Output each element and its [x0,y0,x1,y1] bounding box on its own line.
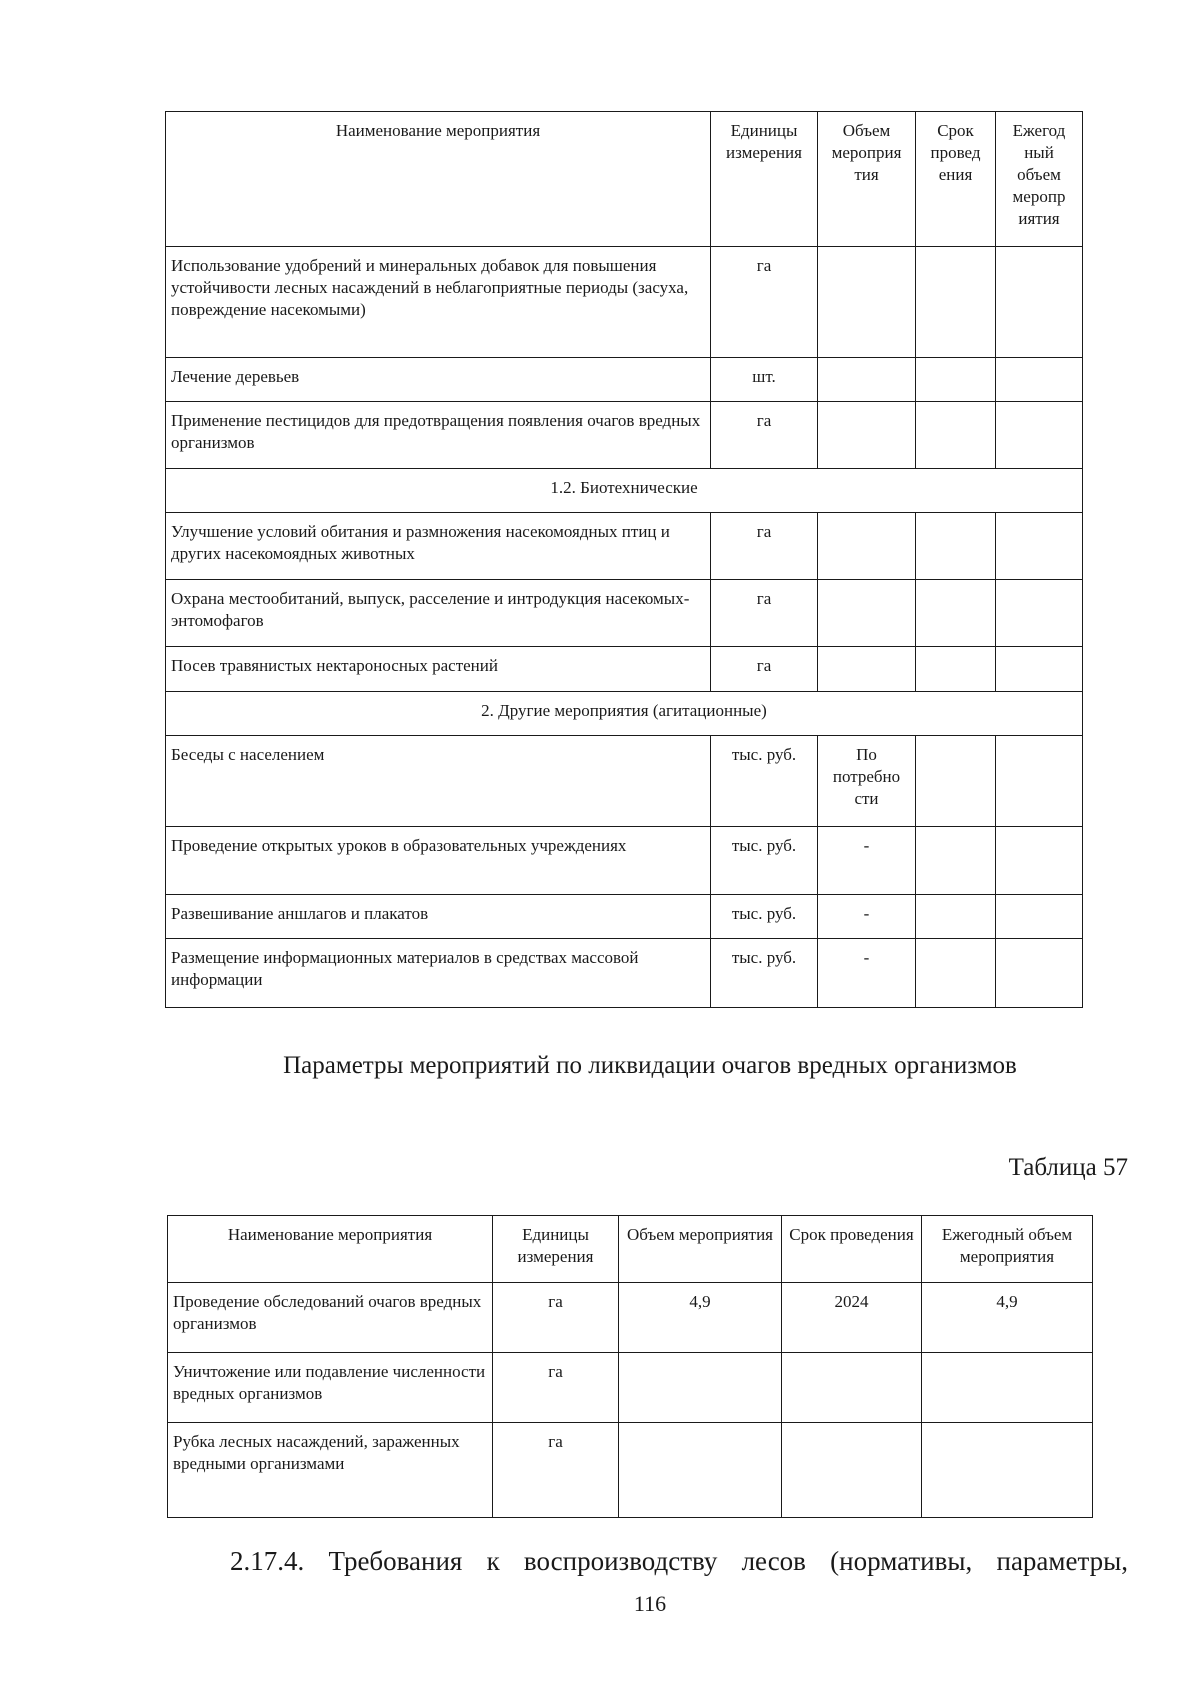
measure-term [916,647,996,692]
measure-unit: тыс. руб. [711,827,818,895]
measure-name: Проведение обследований очагов вредных организмов [168,1283,493,1353]
measure-unit: га [711,513,818,580]
measure-volume: - [818,895,916,939]
table-row [166,247,1083,358]
measure-name: Размещение информационных материалов в средствах массовой информации [166,939,711,1008]
measure-term [916,736,996,827]
measure-term: 2024 [782,1283,922,1353]
measure-annual [996,247,1083,358]
measure-term [916,939,996,1008]
measure-name: Беседы с населением [166,736,711,827]
measures-table-continued [165,111,1083,1008]
measure-term [782,1423,922,1518]
measure-unit: га [711,647,818,692]
measure-term [916,247,996,358]
measure-unit: га [711,402,818,469]
section-row [166,692,1083,736]
measure-unit: тыс. руб. [711,939,818,1008]
pest-elimination-table [167,1215,1093,1518]
table-header-row [168,1216,1093,1283]
header-volume: Объем мероприятия [619,1216,782,1283]
measure-unit: га [493,1423,619,1518]
measure-volume [818,647,916,692]
measure-volume [818,580,916,647]
measure-annual [996,647,1083,692]
measure-unit: га [493,1353,619,1423]
header-term: Срок провед ения [916,112,996,247]
table-row [166,736,1083,827]
measure-term [916,580,996,647]
table-row [168,1283,1093,1353]
measure-annual [996,895,1083,939]
header-unit: Единицы измерения [493,1216,619,1283]
table-row [168,1353,1093,1423]
table-row [166,647,1083,692]
measure-term [916,402,996,469]
table-row [168,1423,1093,1518]
measure-unit: га [711,247,818,358]
header-term: Срок проведения [782,1216,922,1283]
measure-annual [996,736,1083,827]
table-row [166,895,1083,939]
measure-unit: га [493,1283,619,1353]
measure-annual [996,513,1083,580]
table-row [166,827,1083,895]
header-annual: Ежегод ный объем меропр иятия [996,112,1083,247]
measure-term [916,895,996,939]
section-row [166,469,1083,513]
measure-name: Применение пестицидов для предотвращения появления очагов вредных организмов [166,402,711,469]
section-title: Параметры мероприятий по ликвидации очагов вредных организмов [283,1052,1017,1079]
measure-volume [818,358,916,402]
measure-volume: 4,9 [619,1283,782,1353]
measure-annual [996,402,1083,469]
measure-annual [996,358,1083,402]
measure-term [782,1353,922,1423]
table-row [166,402,1083,469]
measure-annual [922,1353,1093,1423]
measure-volume [818,402,916,469]
next-section-heading: 2.17.4. Требования к воспроизводству лесов (нормативы, параметры, [230,1546,1128,1576]
measure-volume [619,1353,782,1423]
measure-term [916,358,996,402]
measure-volume: - [818,939,916,1008]
table-row [166,939,1083,1008]
measure-name: Лечение деревьев [166,358,711,402]
table-row [166,580,1083,647]
measure-term [916,827,996,895]
measure-name: Уничтожение или подавление численности вредных организмов [168,1353,493,1423]
header-volume: Объем мероприя тия [818,112,916,247]
measure-unit: га [711,580,818,647]
measure-name: Охрана местообитаний, выпуск, расселение и интродукция насекомых-энтомофагов [166,580,711,647]
page-number: 116 [633,1591,667,1616]
measure-unit: тыс. руб. [711,895,818,939]
measure-volume [818,513,916,580]
measure-name: Улучшение условий обитания и размножения насекомоядных птиц и других насекомоядных животных [166,513,711,580]
measure-name: Развешивание аншлагов и плакатов [166,895,711,939]
measure-name: Рубка лесных насаждений, зараженных вредными организмами [168,1423,493,1518]
measure-unit: тыс. руб. [711,736,818,827]
table-caption: Таблица 57 [1008,1154,1128,1181]
header-name: Наименование мероприятия [166,112,711,247]
measure-volume: - [818,827,916,895]
section-biotechnical: 1.2. Биотехнические [166,469,1083,513]
measure-unit: шт. [711,358,818,402]
measure-name: Посев травянистых нектароносных растений [166,647,711,692]
header-annual: Ежегодный объем мероприятия [922,1216,1093,1283]
table-row [166,358,1083,402]
measure-annual [996,827,1083,895]
measure-volume [818,247,916,358]
measure-term [916,513,996,580]
measure-volume: По потребно сти [818,736,916,827]
section-other-measures: 2. Другие мероприятия (агитационные) [166,692,1083,736]
header-unit: Единицы измерения [711,112,818,247]
measure-annual: 4,9 [922,1283,1093,1353]
header-name: Наименование мероприятия [168,1216,493,1283]
table-header-row [166,112,1083,247]
measure-name: Проведение открытых уроков в образовательных учреждениях [166,827,711,895]
table-row [166,513,1083,580]
measure-volume [619,1423,782,1518]
measure-annual [922,1423,1093,1518]
measure-name: Использование удобрений и минеральных добавок для повышения устойчивости лесных насаждений в неблагоприятные периоды (засуха, повреждение насекомыми) [166,247,711,358]
measure-annual [996,580,1083,647]
measure-annual [996,939,1083,1008]
